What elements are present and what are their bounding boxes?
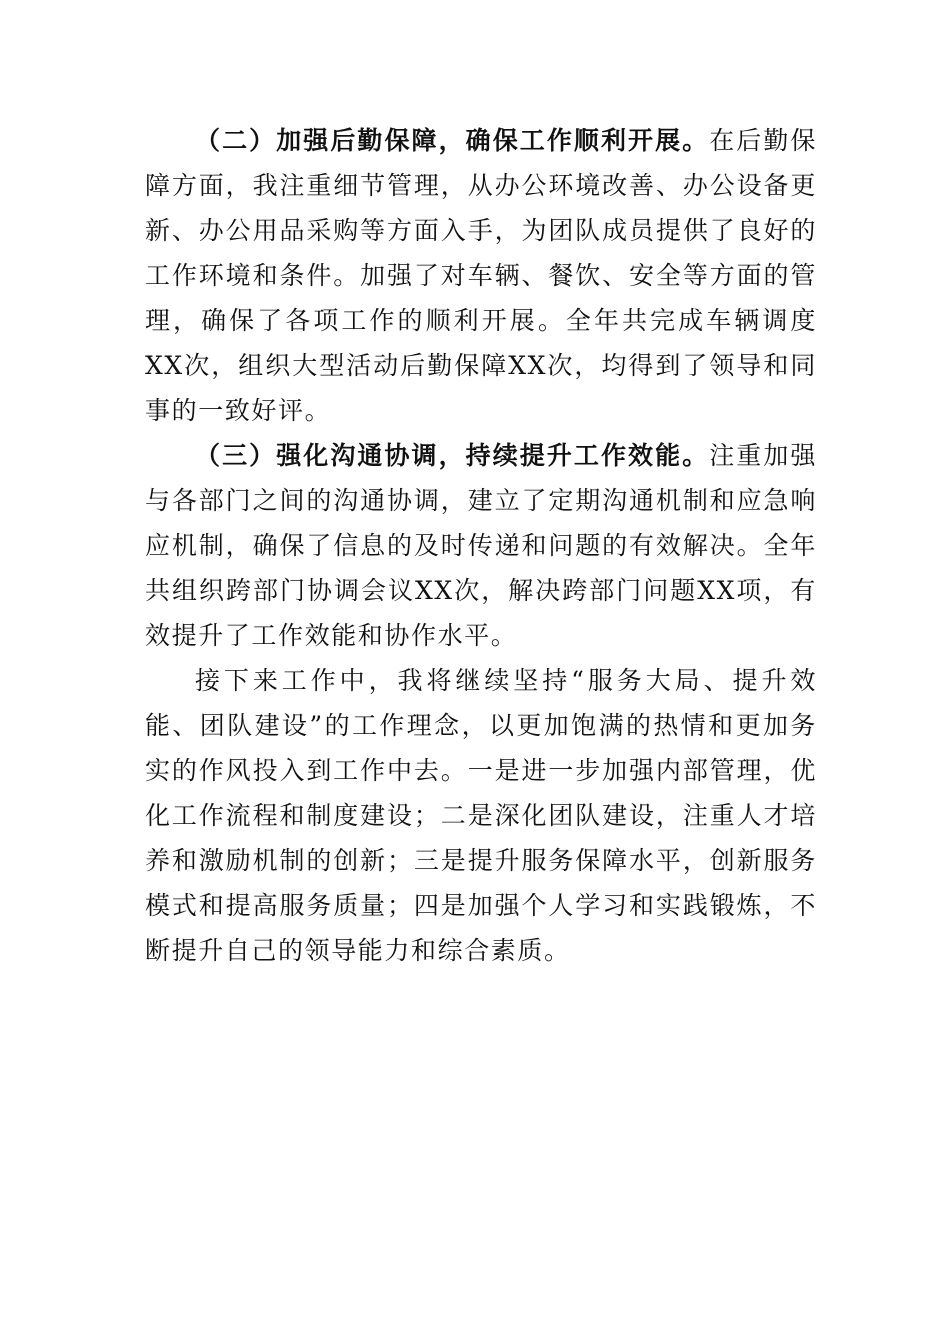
paragraph-text: 接下来工作中，我将继续坚持“服务大局、提升效能、团队建设”的工作理念，以更加饱满的热情和更加务实的作风投入到工作中去。一是进一步加强内部管理，优化工作流程和制度建设；二是深化团队建设，注重人才培养和激励机制的创新；三是提升服务保障水平，创新服务模式和提高服务质量；四是加强个人学习和实践锻炼，不断提升自己的领导能力和综合素质。 xyxy=(145,666,817,965)
paragraph-text: 注重加强与各部门之间的沟通协调，建立了定期沟通机制和应急响应机制，确保了信息的及时传递和问题的有效解决。全年共组织跨部门协调会议XX次，解决跨部门问题XX项，有效提升了工作效能和协作水平。 xyxy=(145,441,817,650)
document-body xyxy=(145,118,817,973)
paragraph-text: 在后勤保障方面，我注重细节管理，从办公环境改善、办公设备更新、办公用品采购等方面入手，为团队成员提供了良好的工作环境和条件。加强了对车辆、餐饮、安全等方面的管理，确保了各项工作的顺利开展。全年共完成车辆调度XX次，组织大型活动后勤保障XX次，均得到了领导和同事的一致好评。 xyxy=(145,126,817,425)
paragraph-communication xyxy=(145,433,817,658)
paragraph-heading: （三）强化沟通协调，持续提升工作效能。 xyxy=(195,441,710,470)
paragraph-heading: （二）加强后勤保障，确保工作顺利开展。 xyxy=(195,126,710,155)
paragraph-next-steps xyxy=(145,658,817,973)
paragraph-logistics xyxy=(145,118,817,433)
